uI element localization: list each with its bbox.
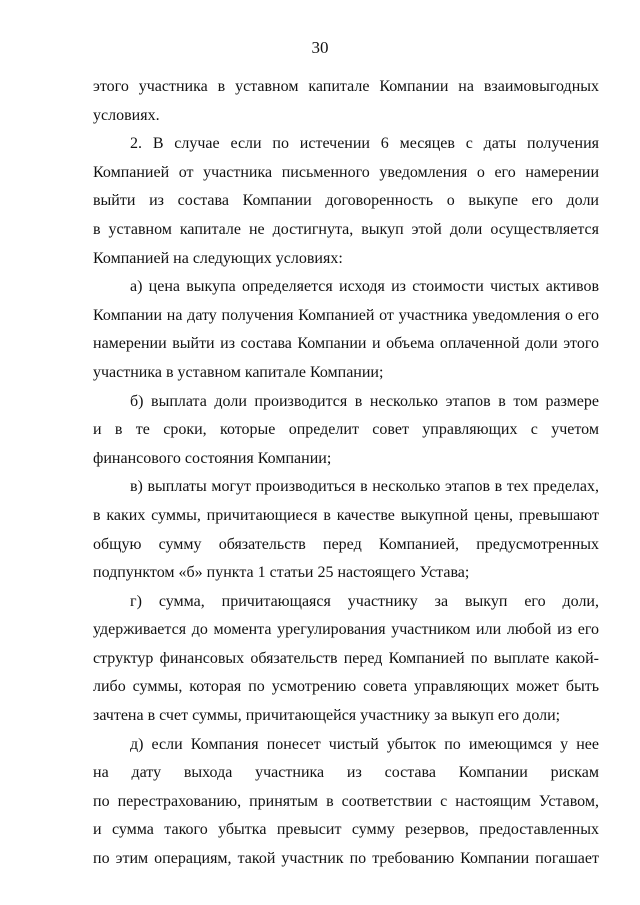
text-line: участника в уставном капитале Компании; — [93, 363, 384, 381]
text-line: условиях. — [93, 106, 160, 124]
text-line: подпунктом «б» пункта 1 статьи 25 настоящего Устава; — [93, 564, 470, 582]
text-line: Компании на дату получения Компанией от участника уведомления о его — [93, 306, 599, 324]
text-line: этого участника в уставном капитале Компании на взаимовыгодных — [93, 78, 599, 95]
text-line: и сумма такого убытка превысит сумму резервов, предоставленных — [93, 821, 599, 839]
paragraph-item-d — [93, 731, 599, 874]
text-line: намерении выйти из состава Компании и объема оплаченной доли этого — [93, 335, 599, 353]
text-line: Компанией от участника письменного уведомления о его намерении — [93, 163, 599, 181]
text-line: д) если Компания понесет чистый убыток по имеющимся у нее — [130, 735, 599, 753]
text-line: структур финансовых обязательств перед Компанией по выплате какой- — [93, 649, 599, 667]
text-line: общую сумму обязательств перед Компанией, предусмотренных — [93, 535, 599, 553]
paragraph-item-b — [93, 388, 599, 474]
text-line: финансового состояния Компании; — [93, 449, 332, 467]
text-line: выйти из состава Компании договоренность о выкупе его доли — [93, 192, 599, 210]
text-line: а) цена выкупа определяется исходя из стоимости чистых активов — [130, 278, 599, 296]
text-line: в уставном капитале не достигнута, выкуп этой доли осуществляется — [93, 220, 599, 238]
text-line: на дату выхода участника из состава Компании рискам — [93, 764, 599, 782]
body-text — [93, 73, 599, 874]
text-line: либо суммы, которая по усмотрению совета управляющих может быть — [93, 678, 599, 696]
text-line: по этим операциям, такой участник по требованию Компании погашает — [93, 850, 599, 868]
paragraph-item-v — [93, 473, 599, 587]
paragraph-clause-2 — [93, 130, 599, 273]
paragraph-item-a — [93, 273, 599, 387]
text-line: по перестрахованию, принятым в соответствии с настоящим Уставом, — [93, 792, 599, 810]
text-line: зачтена в счет суммы, причитающейся участнику за выкуп его доли; — [93, 707, 561, 725]
text-line: в) выплаты могут производиться в несколько этапов в тех пределах, — [130, 478, 599, 496]
text-line: 2. В случае если по истечении 6 месяцев с даты получения — [130, 135, 599, 153]
text-line: г) сумма, причитающаяся участнику за выкуп его доли, — [130, 592, 599, 610]
text-line: в каких суммы, причитающиеся в качестве выкупной цены, превышают — [93, 506, 599, 524]
text-line: и в те сроки, которые определит совет управляющих с учетом — [93, 421, 599, 439]
paragraph-continuation — [93, 73, 599, 130]
paragraph-item-g — [93, 588, 599, 731]
text-line: б) выплата доли производится в несколько этапов в том размере — [130, 392, 599, 410]
text-line: удерживается до момента урегулирования участником или любой из его — [93, 621, 599, 639]
text-line: Компанией на следующих условиях: — [93, 249, 343, 267]
page-number: 30 — [311, 38, 329, 57]
